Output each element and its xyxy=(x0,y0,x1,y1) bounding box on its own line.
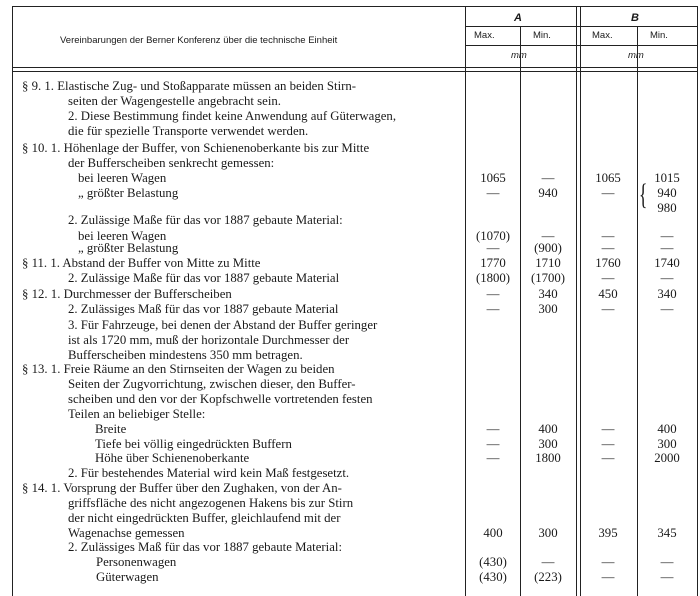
cell-value: — xyxy=(541,555,555,569)
a-max-label: Max. xyxy=(474,30,495,41)
cell-value: 400 xyxy=(538,422,558,436)
header-title: Vereinbarungen der Berner Konferenz über die technische Einheit xyxy=(60,35,338,46)
cell-value: — xyxy=(601,229,615,243)
cell-value: 1760 xyxy=(595,256,621,270)
a-min-label: Min. xyxy=(533,30,551,41)
cell-value: 1065 xyxy=(595,171,621,185)
cell-value: 1710 xyxy=(535,256,561,270)
cell-value: — xyxy=(660,241,674,255)
group-b-label: B xyxy=(631,12,639,24)
cell-value: 450 xyxy=(598,287,618,301)
row-text: „ größter Belastung xyxy=(78,186,179,200)
cell-value: — xyxy=(486,186,500,200)
cell-value: 1740 xyxy=(654,256,680,270)
row-text: die für spezielle Transporte verwendet werden. xyxy=(68,124,309,138)
header-bottom-border xyxy=(12,67,698,68)
row-text: ist als 1720 mm, muß der horizontale Durchmesser der xyxy=(68,333,350,347)
row-text: § 13. 1. Freie Räume an den Stirnseiten der Wagen zu beiden xyxy=(22,362,335,376)
row-text: § 10. 1. Höhenlage der Buffer, von Schienenoberkante bis zur Mitte xyxy=(22,141,370,155)
row-text: 2. Zulässige Maße für das vor 1887 gebaute Material: xyxy=(68,213,343,227)
row-text: bei leeren Wagen xyxy=(78,171,167,185)
b-max-label: Max. xyxy=(592,30,613,41)
cell-value: (430) xyxy=(479,555,507,569)
row-text: 3. Für Fahrzeuge, bei denen der Abstand der Buffer geringer xyxy=(68,318,378,332)
row-text: griffsfläche des nicht angezogenen Hakens bis zur Stirn xyxy=(68,496,354,510)
cell-value: — xyxy=(601,422,615,436)
row-text: Güterwagen xyxy=(96,570,159,584)
cell-value: 340 xyxy=(657,287,677,301)
cell-value: 2000 xyxy=(654,451,680,465)
table-right-border xyxy=(697,6,698,596)
table-left-border xyxy=(12,6,13,596)
cell-value: 395 xyxy=(598,526,618,540)
cell-value: — xyxy=(660,555,674,569)
row-text: der Bufferscheiben senkrecht gemessen: xyxy=(68,156,275,170)
row-text: seiten der Wagengestelle angebracht sein. xyxy=(68,94,281,108)
row-text: § 12. 1. Durchmesser der Bufferscheiben xyxy=(22,287,232,301)
row-text: 2. Zulässige Maße für das vor 1887 gebaute Material xyxy=(68,271,340,285)
cell-value: (223) xyxy=(534,570,562,584)
cell-value: 1800 xyxy=(535,451,561,465)
cell-value: 300 xyxy=(538,526,558,540)
table-top-border xyxy=(12,6,698,7)
row-text: Breite xyxy=(95,422,127,436)
row-text: Personenwagen xyxy=(96,555,177,569)
cell-value: — xyxy=(601,271,615,285)
row-text: Höhe über Schienenoberkante xyxy=(95,451,250,465)
cell-value: — xyxy=(660,271,674,285)
b-unit-label: mm xyxy=(628,50,644,61)
cell-value: — xyxy=(601,555,615,569)
cell-value: (1070) xyxy=(475,229,511,243)
cell-value: — xyxy=(601,437,615,451)
cell-value: 340 xyxy=(538,287,558,301)
cell-value: — xyxy=(601,302,615,316)
unit-row-divider xyxy=(465,45,698,46)
col-b-left-border xyxy=(576,6,577,596)
cell-value: — xyxy=(486,241,500,255)
cell-value: (1800) xyxy=(475,271,511,285)
a-unit-label: mm xyxy=(511,50,527,61)
cell-value: 345 xyxy=(657,526,677,540)
cell-value: — xyxy=(486,451,500,465)
row-text: § 11. 1. Abstand der Buffer von Mitte zu Mitte xyxy=(22,256,261,270)
cell-value: — xyxy=(601,451,615,465)
row-text: „ größter Belastung xyxy=(78,241,179,255)
cell-value: — xyxy=(486,302,500,316)
row-text: Teilen an beliebiger Stelle: xyxy=(68,407,206,421)
b-min-label: Min. xyxy=(650,30,668,41)
cell-value: — xyxy=(486,437,500,451)
row-text: 2. Zulässiges Maß für das vor 1887 gebaute Material: xyxy=(68,540,342,554)
cell-value: (900) xyxy=(534,241,562,255)
row-text: § 14. 1. Vorsprung der Buffer über den Zughaken, von der An- xyxy=(22,481,342,495)
cell-value: — xyxy=(541,171,555,185)
cell-value: — xyxy=(601,570,615,584)
cell-value: 940 xyxy=(538,186,558,200)
cell-value: 1770 xyxy=(480,256,506,270)
row-text: 2. Diese Bestimmung findet keine Anwendung auf Güterwagen, xyxy=(68,109,397,123)
cell-value: (1700) xyxy=(530,271,566,285)
cell-value: 300 xyxy=(657,437,677,451)
row-text: der nicht eingedrückten Buffer, gleichlaufend mit der xyxy=(68,511,341,525)
row-text: bei leeren Wagen xyxy=(78,229,167,243)
row-text: Bufferscheiben mindestens 350 mm betragen. xyxy=(68,348,303,362)
cell-value: 980 xyxy=(657,201,677,215)
cell-value: — xyxy=(541,229,555,243)
cell-value: — xyxy=(660,302,674,316)
cell-value: 1015 xyxy=(654,171,680,185)
cell-value: — xyxy=(601,186,615,200)
brace-mark: { xyxy=(638,178,648,211)
row-text: 2. Für bestehendes Material wird kein Maß festgesetzt. xyxy=(68,466,350,480)
group-header-divider xyxy=(465,26,698,27)
cell-value: 400 xyxy=(657,422,677,436)
row-text: § 9. 1. Elastische Zug- und Stoßapparate müssen an beiden Stirn- xyxy=(22,79,357,93)
row-text: scheiben und den vor der Kopfschwelle vortretenden festen xyxy=(68,392,373,406)
col-b-mid-border xyxy=(637,26,638,596)
row-text: Tiefe bei völlig eingedrückten Buffern xyxy=(95,437,292,451)
cell-value: — xyxy=(660,570,674,584)
cell-value: 300 xyxy=(538,437,558,451)
header-double-border xyxy=(12,71,698,72)
cell-value: — xyxy=(601,241,615,255)
cell-value: 940 xyxy=(657,186,677,200)
cell-value: 400 xyxy=(483,526,503,540)
row-text: Wagenachse gemessen xyxy=(68,526,185,540)
cell-value: — xyxy=(486,287,500,301)
cell-value: 300 xyxy=(538,302,558,316)
cell-value: 1065 xyxy=(480,171,506,185)
cell-value: (430) xyxy=(479,570,507,584)
group-a-label: A xyxy=(514,12,522,24)
row-text: Seiten der Zugvorrichtung, zwischen dieser, den Buffer- xyxy=(68,377,356,391)
cell-value: — xyxy=(660,229,674,243)
row-text: 2. Zulässiges Maß für das vor 1887 gebaute Material xyxy=(68,302,339,316)
cell-value: — xyxy=(486,422,500,436)
